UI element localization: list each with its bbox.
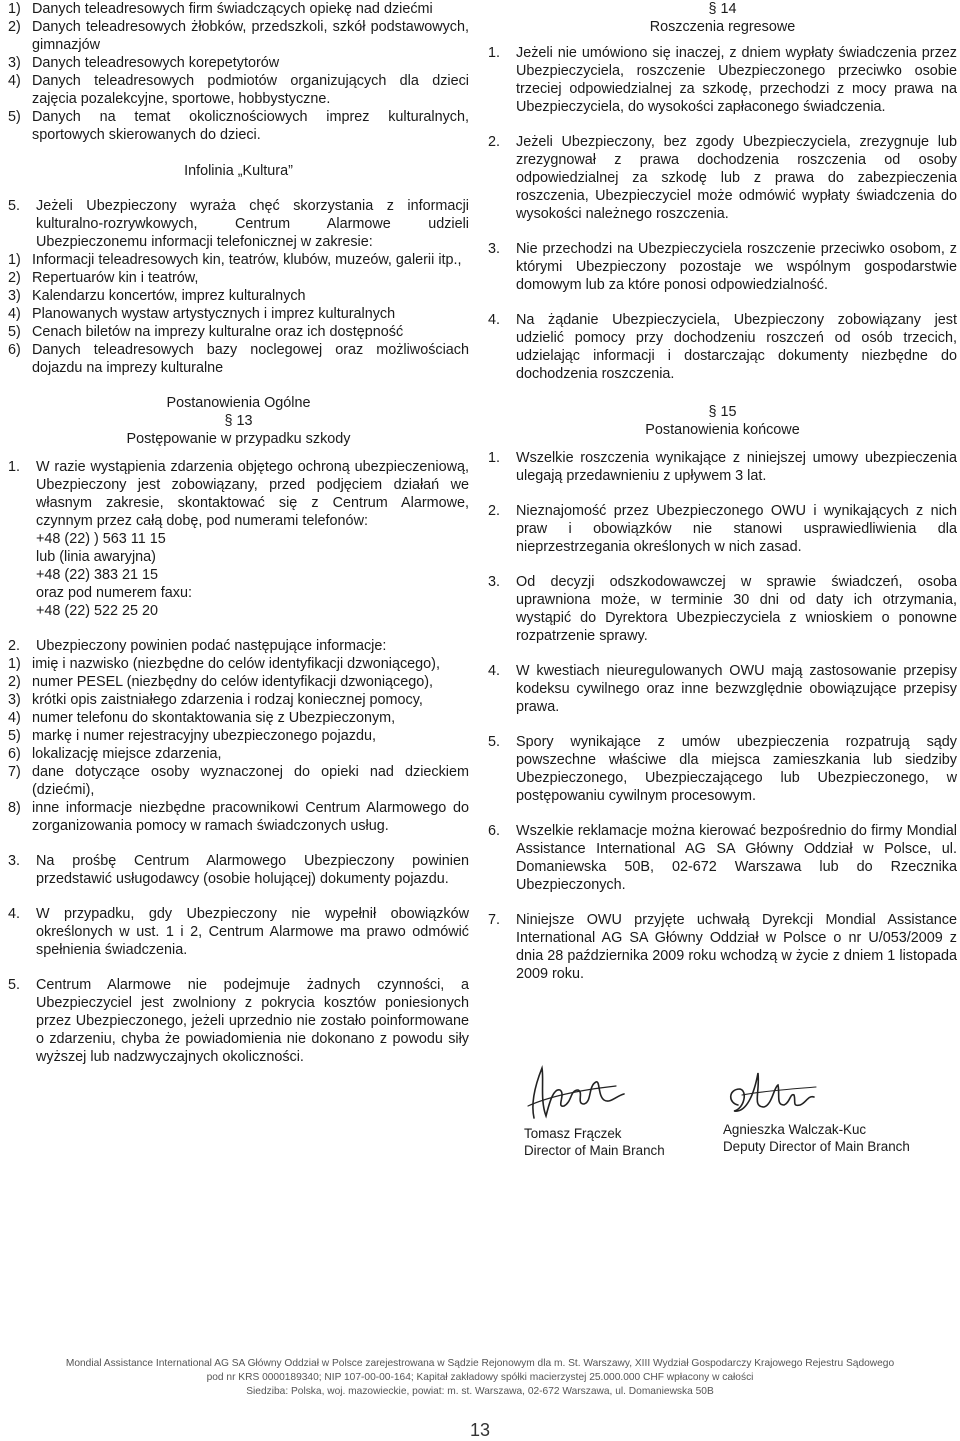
- item-number: 2.: [488, 134, 501, 150]
- section-item: [488, 133, 957, 223]
- footer-line: pod nr KRS 0000189340; NIP 107-00-00-164; Kapitał zakładowy spółki macierzystej 25.000.000 CHF wpłacony w całości: [206, 1372, 754, 1383]
- regress-claims-heading: Roszczenia regresowe: [649, 19, 796, 35]
- item-number: 1): [8, 656, 21, 672]
- paragraph-13-heading: § 13: [224, 413, 253, 429]
- signature-tomasz-fraczek: [520, 1060, 630, 1130]
- list-item: [8, 745, 469, 763]
- list-item: [8, 269, 469, 287]
- section-item: [488, 502, 957, 556]
- section-item: [488, 311, 957, 383]
- footer-line: Siedziba: Polska, woj. mazowieckie, powiat: m. st. Warszawa, 02-672 Warszawa, ul. Domaniewska 50B: [246, 1386, 714, 1397]
- item-number: 7): [8, 764, 21, 780]
- item-text: numer telefonu do skontaktowania się z Ubezpieczonym,: [32, 710, 396, 726]
- item-text: Nie przechodzi na Ubezpieczyciela roszczenie przeciwko osobom, z którymi Ubezpieczony pozostaje we wspólnym gospodarstwie domowym lub za które ponosi odpowiedzialność.: [516, 241, 957, 293]
- item-text: dane dotyczące osoby wyznaczonej do opieki nad dzieckiem (dziećmi),: [32, 764, 469, 798]
- item-number: 4): [8, 710, 21, 726]
- item-number: 5): [8, 324, 21, 340]
- item-text: Planowanych wystaw artystycznych i imprez kulturalnych: [32, 306, 396, 322]
- item-text: Jeżeli nie umówiono się inaczej, z dniem wypłaty świadczenia przez Ubezpieczyciela, roszczenie Ubezpieczonego przeciwko osobie trzeciej odpowiedzialnej za szkodę, przechodzi z mocy prawa na Ubezpieczyciela, do wysokości zapłaconego świadczenia.: [516, 45, 957, 115]
- list-item: [8, 108, 469, 144]
- section-item: [488, 240, 957, 294]
- list-item: [8, 673, 469, 691]
- claims-procedure-heading: Postępowanie w przypadku szkody: [126, 431, 351, 447]
- item-number: 8): [8, 800, 21, 816]
- item-body: [516, 449, 957, 485]
- list-item: [8, 655, 469, 673]
- list-item: [8, 72, 469, 108]
- item-text: imię i nazwisko (niezbędne do celów identyfikacji dzwoniącego),: [32, 656, 440, 672]
- item-number: 5): [8, 109, 21, 125]
- list-item: [8, 0, 469, 18]
- item-text: Nieznajomość przez Ubezpieczonego OWU i wynikających z nich praw i obowiązków nie stanowi usprawiedliwienia dla nieprzestrzegania określonych w nich zasad.: [516, 503, 957, 555]
- list-item: [8, 763, 469, 799]
- list-item: [8, 691, 469, 709]
- item-number: 1.: [488, 450, 501, 466]
- signature-agnieszka-walczak-kuc: [722, 1065, 822, 1125]
- item-body: [36, 197, 469, 251]
- item-text: Od decyzji odszkodowawczej w sprawie świadczeń, osoba uprawniona może, w terminie 30 dni od daty ich otrzymania, wystąpić do Dyrektora Ubezpieczyciela z wnioskiem o ponowne rozpatrzenie sprawy.: [516, 574, 957, 644]
- item-number: 3): [8, 288, 21, 304]
- general-provisions-heading: Postanowienia Ogólne: [166, 395, 311, 411]
- infolinia-kultura-heading: Infolinia „Kultura”: [184, 163, 293, 179]
- phone-line: lub (linia awaryjna): [36, 549, 156, 565]
- item-number: 2): [8, 674, 21, 690]
- item-text: W razie wystąpienia zdarzenia objętego ochroną ubezpieczeniową, Ubezpieczony jest zobowiązany, przed podjęciem działań we własnym zakresie, skontaktować się z Centrum Alarmowe, czynnym przez całą dobę, pod numerami telefonów:: [36, 459, 469, 529]
- item-number: 2.: [488, 503, 501, 519]
- item-number: 4.: [8, 906, 21, 922]
- intro-list: [8, 0, 469, 144]
- item-text: Niniejsze OWU przyjęte uchwałą Dyrekcji Mondial Assistance International AG SA Główny Oddział w Polsce o nr U/053/2009 z dnia 28 października 2009 roku wchodzą w życie z dniem 1 listopada 2009 roku.: [516, 912, 957, 982]
- list-item: [8, 287, 469, 305]
- item-text: W przypadku, gdy Ubezpieczony nie wypełnił obowiązków określonych w ust. 1 i 2, Centrum Alarmowe ma prawo odmówić spełnienia świadczenia.: [36, 906, 469, 958]
- item-text: markę i numer rejestracyjny ubezpieczonego pojazdu,: [32, 728, 376, 744]
- list-item: [8, 305, 469, 323]
- item-body: [36, 905, 469, 959]
- item-text: Jeżeli Ubezpieczony wyraża chęć skorzystania z informacji kulturalno-rozrywkowych, Centrum Alarmowe udzieli Ubezpieczonemu informacji telefonicznej w zakresie:: [36, 198, 469, 250]
- list-item: [8, 799, 469, 835]
- item-body: [516, 133, 957, 223]
- item-text: Repertuarów kin i teatrów,: [32, 270, 199, 286]
- kultura-sublist: [8, 251, 469, 377]
- section-item: [488, 733, 957, 805]
- item-number: 4): [8, 73, 21, 89]
- item-body: [516, 662, 957, 716]
- item-text: Danych teleadresowych korepetytorów: [32, 55, 280, 71]
- page-number: 13: [469, 1420, 491, 1440]
- phone-line: oraz pod numerem faxu:: [36, 585, 192, 601]
- section-item: [8, 458, 469, 620]
- item-text: krótki opis zaistniałego zdarzenia i rodzaj koniecznej pomocy,: [32, 692, 423, 708]
- item-body: [516, 911, 957, 983]
- item-number: 2): [8, 270, 21, 286]
- section-item: [488, 911, 957, 983]
- section-item: [488, 449, 957, 485]
- item-number: 5): [8, 728, 21, 744]
- item-body: [516, 733, 957, 805]
- item-number: 2): [8, 19, 21, 35]
- list-item: [8, 54, 469, 72]
- final-provisions-heading: Postanowienia końcowe: [645, 422, 800, 438]
- item-text: Ubezpieczony powinien podać następujące informacje:: [36, 638, 387, 654]
- item-text: Danych teleadresowych bazy noclegowej oraz możliwościach dojazdu na imprezy kulturalne: [32, 342, 469, 376]
- list-item: [8, 323, 469, 341]
- item-number: 3.: [8, 853, 21, 869]
- paragraph-15-heading: § 15: [708, 404, 737, 420]
- signature-block-deputy: [723, 1121, 910, 1155]
- item-number: 4.: [488, 312, 501, 328]
- item-text: Danych teleadresowych firm świadczących opiekę nad dziećmi: [32, 1, 433, 17]
- item-text: Cenach biletów na imprezy kulturalne oraz ich dostępność: [32, 324, 404, 340]
- item-number: 3): [8, 55, 21, 71]
- signatory-name: Agnieszka Walczak-Kuc: [723, 1122, 867, 1137]
- list-item: [8, 341, 469, 377]
- item-body: [516, 502, 957, 556]
- item-text: Kalendarzu koncertów, imprez kulturalnych: [32, 288, 306, 304]
- item-text: Na żądanie Ubezpieczyciela, Ubezpieczony zobowiązany jest udzielić pomocy przy dochodzeniu roszczeń od osób trzecich, udzielając informacji i dostarczając dokumenty niezbędne do dochodzenia roszczenia.: [516, 312, 957, 382]
- section-item: [488, 44, 957, 116]
- item-body: [36, 852, 469, 888]
- item-number: 5.: [8, 977, 21, 993]
- item-number: 4.: [488, 663, 501, 679]
- signatory-role: Director of Main Branch: [524, 1143, 665, 1158]
- item-text: Wszelkie reklamacje można kierować bezpośrednio do firmy Mondial Assistance International AG SA Główny Oddział w Polsce, ul. Domaniewska 50B, 02-672 Warszawa lub do Rzecznika Ubezpieczonych.: [516, 823, 957, 893]
- item-number: 3): [8, 692, 21, 708]
- left-column: [8, 0, 469, 1066]
- item-body: [516, 822, 957, 894]
- phone-line: +48 (22) 522 25 20: [36, 603, 159, 619]
- section-item: [8, 976, 469, 1066]
- list-item: [8, 18, 469, 54]
- item-text: numer PESEL (niezbędny do celów identyfikacji dzwoniącego),: [32, 674, 434, 690]
- item-number: 1.: [488, 45, 501, 61]
- section-item: [488, 662, 957, 716]
- section-item: [8, 637, 469, 655]
- phone-line: +48 (22) ) 563 11 15: [36, 531, 166, 547]
- item-text: Jeżeli Ubezpieczony, bez zgody Ubezpieczyciela, zrezygnuje lub zrezygnował z prawa dochodzenia roszczenia od osoby odpowiedzialnej za szkodę lub z prawa do zabezpieczenia roszczenia, Ubezpieczyciel może odmówić wypłaty świadczenia do wysokości należnego roszczenia.: [516, 134, 957, 222]
- item-body: [516, 240, 957, 294]
- signature-block-director: [524, 1125, 665, 1159]
- item-text: Na prośbę Centrum Alarmowego Ubezpieczony powinien przedstawić usługodawcy (osobie holującej) dokumenty pojazdu.: [36, 853, 469, 887]
- section-item: [8, 852, 469, 888]
- item-body: [516, 311, 957, 383]
- signatory-role: Deputy Director of Main Branch: [723, 1139, 910, 1154]
- item-body: [36, 637, 469, 655]
- item-text: inne informacje niezbędne pracownikowi Centrum Alarmowego do zorganizowania pomocy w ramach świadczonych usług.: [32, 800, 469, 834]
- item-text: W kwestiach nieuregulowanych OWU mają zastosowanie przepisy kodeksu cywilnego oraz inne bezwzględnie obowiązujące przepisy prawa.: [516, 663, 957, 715]
- item-text: Danych teleadresowych podmiotów organizujących dla dzieci zajęcia pozalekcyjne, sportowe, hobbystyczne.: [32, 73, 469, 107]
- list-item: [8, 727, 469, 745]
- item-number: 7.: [488, 912, 501, 928]
- item-number: 5.: [8, 198, 21, 214]
- required-info-sublist: [8, 655, 469, 835]
- item-number: 1): [8, 1, 21, 17]
- section-item: [488, 573, 957, 645]
- item-number: 6.: [488, 823, 501, 839]
- section-item: [8, 905, 469, 959]
- item-body: [36, 976, 469, 1066]
- item-number: 3.: [488, 574, 501, 590]
- list-item: [8, 251, 469, 269]
- item-number: 3.: [488, 241, 501, 257]
- item-body: [516, 573, 957, 645]
- phone-line: +48 (22) 383 21 15: [36, 567, 159, 583]
- right-column: [488, 0, 957, 983]
- item-text: Centrum Alarmowe nie podejmuje żadnych czynności, a Ubezpieczyciel jest zwolniony z pokrycia kosztów poniesionych przez Ubezpieczonego, jeżeli uprzednio nie zostało poinformowane o zdarzeniu, chyba że powiadomienia nie dokonano z powodu siły wyższej lub nadzwyczajnych okoliczności.: [36, 977, 469, 1065]
- item-text: Spory wynikające z umów ubezpieczenia rozpatrują sądy powszechne właściwe dla miejsca zamieszkania lub siedziby Ubezpieczonego, Ubezpieczającego lub Ubezpieczonego, w postępowaniu cywilnym procesowym.: [516, 734, 957, 804]
- item-number: 4): [8, 306, 21, 322]
- item-text: Danych na temat okolicznościowych imprez kulturalnych, sportowych skierowanych do dzieci.: [32, 109, 469, 143]
- item-number: 1.: [8, 459, 21, 475]
- item-body: [516, 44, 957, 116]
- item-number: 6): [8, 746, 21, 762]
- item-body: [36, 458, 469, 620]
- paragraph-14-heading: § 14: [708, 1, 737, 17]
- signatory-name: Tomasz Frączek: [524, 1126, 622, 1141]
- item-text: Wszelkie roszczenia wynikające z niniejszej umowy ubezpieczenia ulegają przedawnieniu z upływem 3 lat.: [516, 450, 957, 484]
- section-item: [488, 822, 957, 894]
- list-item: [8, 709, 469, 727]
- footer-line: Mondial Assistance International AG SA Główny Oddział w Polsce zarejestrowana w Sądzie Rejonowym dla m. St. Warszawy, XIII Wydział Gospodarczy Krajowego Rejestru Sądowego: [65, 1358, 895, 1369]
- item-text: Danych teleadresowych żłobków, przedszkoli, szkół podstawowych, gimnazjów: [32, 19, 469, 53]
- item-text: lokalizację miejsce zdarzenia,: [32, 746, 222, 762]
- item-number: 5.: [488, 734, 501, 750]
- company-footer: [0, 1357, 960, 1399]
- item-number: 6): [8, 342, 21, 358]
- section-item: [8, 197, 469, 251]
- item-number: 2.: [8, 638, 21, 654]
- item-text: Informacji teleadresowych kin, teatrów, klubów, muzeów, galerii itp.,: [32, 252, 462, 268]
- item-number: 1): [8, 252, 21, 268]
